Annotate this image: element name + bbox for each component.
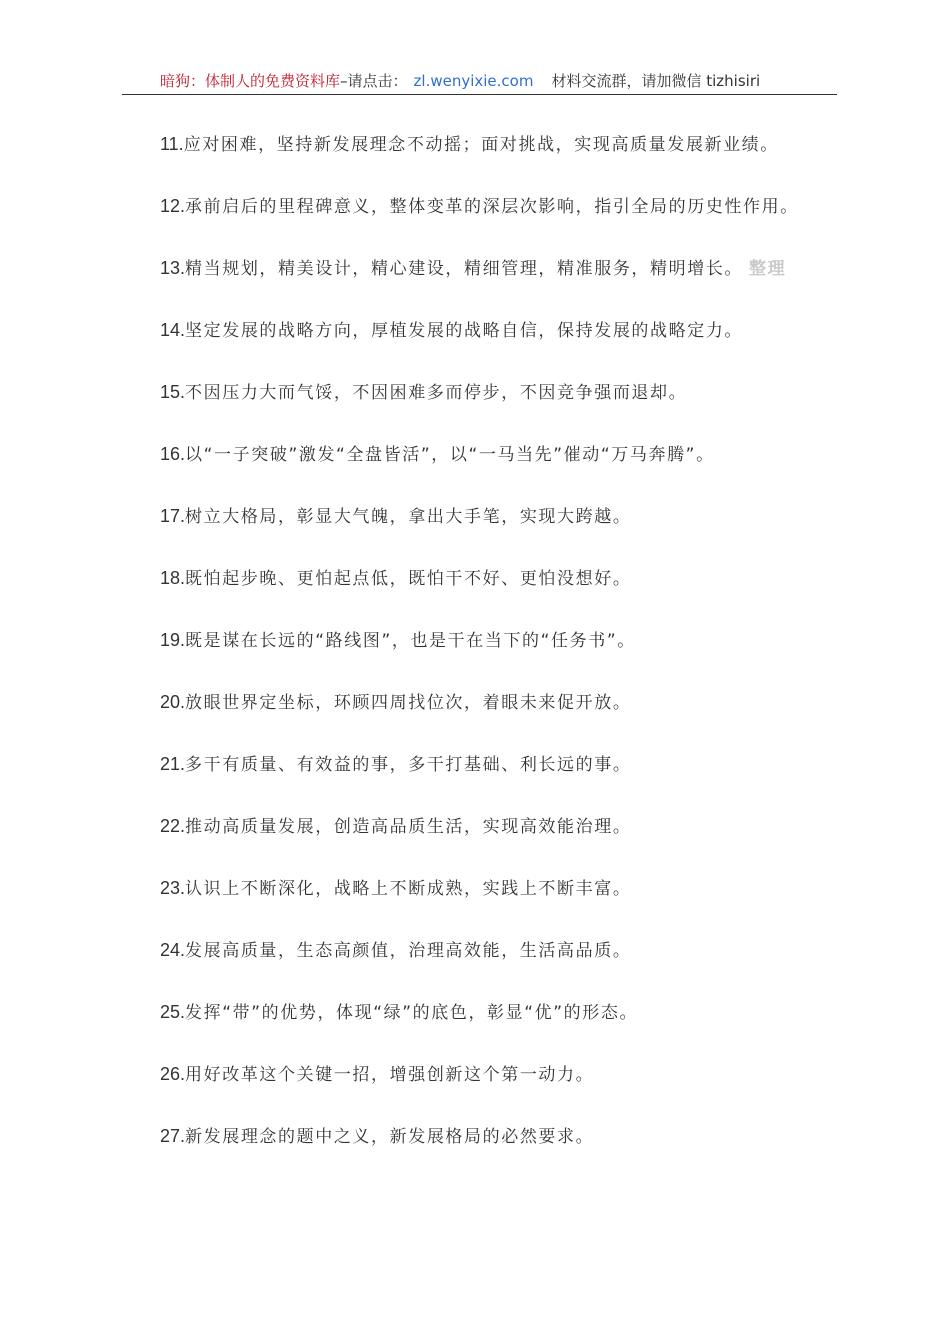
list-item xyxy=(160,372,860,434)
list-item xyxy=(160,806,860,868)
item-number: 21. xyxy=(160,754,186,774)
item-text: 应对困难，坚持新发展理念不动摇；面对挑战，实现高质量发展新业绩。 xyxy=(183,135,779,155)
list-item xyxy=(160,992,860,1054)
list-item xyxy=(160,496,860,558)
item-number: 13. xyxy=(160,258,186,278)
item-text: 树立大格局，彰显大气魄，拿出大手笔，实现大跨越。 xyxy=(185,507,632,527)
item-text: 放眼世界定坐标，环顾四周找位次，着眼未来促开放。 xyxy=(185,693,632,713)
item-number: 14. xyxy=(160,320,186,340)
list-item xyxy=(160,434,860,496)
list-item xyxy=(160,1116,860,1178)
list-item xyxy=(160,124,860,186)
item-text: 坚定发展的战略方向，厚植发展的战略自信，保持发展的战略定力。 xyxy=(185,321,744,341)
item-number: 22. xyxy=(160,816,186,836)
list-item xyxy=(160,186,860,248)
list-item xyxy=(160,248,860,310)
item-text: 新发展理念的题中之义，新发展格局的必然要求。 xyxy=(185,1127,595,1147)
item-text: 多干有质量、有效益的事，多干打基础、利长远的事。 xyxy=(185,755,632,775)
list-item xyxy=(160,620,860,682)
list-item xyxy=(160,558,860,620)
item-number: 16. xyxy=(160,444,186,464)
item-text: 以“一子突破”激发“全盘皆活”，以“一马当先”催动“万马奔腾”。 xyxy=(185,445,715,465)
brand-title: 暗狗：体制人的免费资料库 xyxy=(160,72,341,90)
item-number: 15. xyxy=(160,382,186,402)
wechat-group-note: 材料交流群，请加微信 tizhisiri xyxy=(551,72,761,90)
item-number: 23. xyxy=(160,878,186,898)
item-text: 认识上不断深化，战略上不断成熟，实践上不断丰富。 xyxy=(185,879,632,899)
list-item xyxy=(160,682,860,744)
item-text: 发挥“带”的优势，体现“绿”的底色，彰显“优”的形态。 xyxy=(185,1003,639,1023)
item-text: 发展高质量，生态高颜值，治理高效能，生活高品质。 xyxy=(185,941,632,961)
item-number: 27. xyxy=(160,1126,186,1146)
item-text: 用好改革这个关键一招，增强创新这个第一动力。 xyxy=(185,1065,595,1085)
item-number: 17. xyxy=(160,506,186,526)
item-number: 12. xyxy=(160,196,186,216)
click-prompt: –请点击： xyxy=(340,72,408,90)
item-text: 推动高质量发展，创造高品质生活，实现高效能治理。 xyxy=(185,817,632,837)
site-link[interactable]: zl.wenyixie.com xyxy=(413,72,534,90)
phrase-list xyxy=(160,124,860,1178)
item-text: 承前启后的里程碑意义，整体变革的深层次影响，指引全局的历史性作用。 xyxy=(185,197,799,217)
list-item xyxy=(160,868,860,930)
watermark-text: 整理 xyxy=(749,259,787,279)
item-number: 26. xyxy=(160,1064,186,1084)
item-number: 18. xyxy=(160,568,186,588)
list-item xyxy=(160,1054,860,1116)
item-text: 既是谋在长远的“路线图”，也是干在当下的“任务书”。 xyxy=(185,631,636,651)
list-item xyxy=(160,744,860,806)
list-item xyxy=(160,310,860,372)
item-number: 20. xyxy=(160,692,186,712)
item-text: 精当规划，精美设计，精心建设，精细管理，精准服务，精明增长。 xyxy=(185,259,744,279)
item-number: 24. xyxy=(160,940,186,960)
list-item xyxy=(160,930,860,992)
item-number: 19. xyxy=(160,630,186,650)
page-header xyxy=(122,68,837,95)
item-number: 11. xyxy=(160,134,184,154)
item-text: 既怕起步晚、更怕起点低，既怕干不好、更怕没想好。 xyxy=(185,569,632,589)
item-text: 不因压力大而气馁，不因困难多而停步，不因竞争强而退却。 xyxy=(185,383,688,403)
item-number: 25. xyxy=(160,1002,186,1022)
